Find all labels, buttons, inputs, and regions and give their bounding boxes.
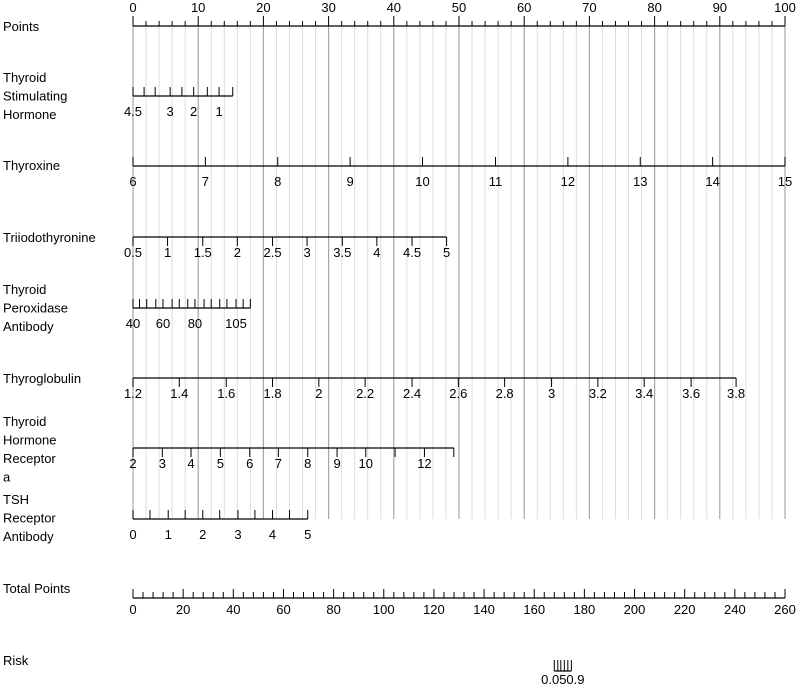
variable-label: Thyroid (3, 70, 47, 85)
variable-scale (3, 282, 250, 334)
variable-tick-label: 3 (158, 456, 166, 471)
variable-tick-label: 4.5 (403, 245, 422, 260)
total-points-tick-label: 100 (372, 602, 395, 617)
total-points-tick-label: 160 (523, 602, 546, 617)
variable-label: Hormone (3, 107, 57, 122)
total-points-tick-label: 40 (226, 602, 241, 617)
variable-tick-label: 0.5 (123, 245, 143, 260)
variable-tick-label: 2.4 (403, 386, 422, 401)
total-points-tick-label: 220 (673, 602, 696, 617)
variable-label: Thyroid (3, 282, 47, 297)
variable-tick-label: 1.4 (170, 386, 189, 401)
variable-tick-label: 4 (268, 527, 277, 542)
variable-label: Stimulating (3, 88, 68, 104)
variable-scale (3, 371, 745, 401)
variable-label: Hormone (3, 432, 57, 448)
variable-tick-label: 7 (274, 456, 283, 471)
variable-tick-label: 3 (303, 245, 311, 260)
variable-scale (3, 414, 454, 485)
variable-tick-label: 2 (129, 456, 137, 471)
points-axis-tick-label: 0 (129, 0, 137, 15)
variable-scale (3, 157, 792, 189)
variable-tick-label: 6 (129, 174, 137, 189)
variable-tick-label: 4 (187, 456, 195, 471)
variable-tick-label: 13 (633, 174, 648, 189)
variable-tick-label: 3 (166, 104, 174, 119)
variable-label: Thyroglobulin (3, 371, 82, 386)
variable-tick-label: 3 (234, 527, 242, 542)
variable-tick-label: 1 (164, 527, 172, 542)
total-points-axis (3, 581, 796, 617)
variable-label: Peroxidase (3, 300, 69, 316)
total-points-title: Total Points (3, 581, 71, 596)
variable-tick-label: 3.5 (333, 245, 352, 260)
variable-tick-label: 2.2 (356, 386, 375, 401)
variable-tick-label: 60 (155, 316, 171, 331)
variable-tick-label: 2 (233, 245, 241, 260)
risk-axis (3, 653, 585, 687)
variable-label: TSH (3, 492, 29, 507)
variable-tick-label: 3 (547, 386, 556, 401)
variable-tick-label: 2 (315, 386, 323, 401)
variable-label: Antibody (3, 529, 54, 544)
variable-tick-label: 5 (442, 245, 451, 260)
variable-tick-label: 2.8 (495, 386, 514, 401)
variable-tick-label: 1.5 (193, 245, 212, 260)
points-axis-tick-label: 10 (190, 0, 206, 15)
points-axis (3, 0, 796, 34)
total-points-tick-label: 20 (175, 602, 191, 617)
variable-scale (3, 492, 311, 544)
variable-tick-label: 2 (190, 104, 198, 119)
variable-tick-label: 105 (225, 316, 247, 331)
variable-scale (3, 230, 450, 260)
variable-tick-label: 1.6 (217, 386, 236, 401)
points-axis-tick-label: 100 (774, 0, 796, 15)
variable-tick-label: 1 (215, 104, 223, 119)
variable-tick-label: 1 (163, 245, 172, 260)
variable-tick-label: 7 (201, 174, 209, 189)
total-points-tick-label: 140 (473, 602, 495, 617)
variable-tick-label: 5 (216, 456, 224, 471)
points-axis-tick-label: 60 (516, 0, 532, 15)
variable-label: Receptor (3, 451, 56, 466)
variable-tick-label: 3.2 (588, 386, 607, 401)
variable-tick-label: 9 (333, 456, 341, 471)
total-points-tick-label: 60 (276, 602, 291, 617)
variable-label: a (3, 469, 11, 485)
total-points-tick-label: 0 (129, 602, 137, 617)
risk-title: Risk (3, 653, 29, 668)
variable-tick-label: 1.2 (123, 386, 143, 401)
variable-tick-label: 10 (358, 456, 373, 471)
variable-tick-label: 9 (346, 174, 354, 189)
variable-tick-label: 40 (125, 316, 141, 331)
variable-tick-label: 8 (304, 456, 312, 471)
variable-tick-label: 3.8 (727, 386, 746, 401)
total-points-tick-label: 180 (573, 602, 596, 617)
total-points-tick-label: 240 (723, 602, 746, 617)
variable-label: Antibody (3, 319, 54, 334)
variable-tick-label: 1.8 (263, 386, 282, 401)
total-points-tick-label: 80 (326, 602, 341, 617)
variable-label: Thyroxine (3, 158, 61, 173)
variable-label: Thyroid (3, 414, 47, 429)
variable-tick-label: 2 (199, 527, 207, 542)
total-points-tick-label: 260 (774, 602, 796, 617)
variable-tick-label: 12 (417, 456, 432, 471)
points-axis-title: Points (3, 19, 40, 34)
grid-lines (133, 26, 785, 519)
variable-tick-label: 10 (415, 174, 430, 189)
variable-tick-label: 2.6 (449, 386, 468, 401)
points-axis-tick-label: 40 (386, 0, 402, 15)
variable-tick-label: 3.6 (682, 386, 701, 401)
risk-tick-labels: 0.050.9 (541, 672, 585, 687)
variable-tick-label: 15 (777, 174, 793, 189)
variable-tick-label: 4.5 (123, 104, 143, 119)
points-axis-tick-label: 20 (256, 0, 271, 15)
points-axis-tick-label: 90 (712, 0, 728, 15)
variable-tick-label: 0 (129, 527, 137, 542)
variable-tick-label: 8 (274, 174, 282, 189)
variable-label: Triiodothyronine (3, 230, 96, 245)
variable-tick-label: 3.4 (635, 386, 654, 401)
points-axis-tick-label: 50 (451, 0, 467, 15)
points-axis-tick-label: 30 (321, 0, 336, 15)
variable-tick-label: 6 (246, 456, 254, 471)
variable-tick-label: 5 (304, 527, 312, 542)
total-points-tick-label: 120 (423, 602, 445, 617)
variable-tick-label: 4 (373, 245, 381, 260)
points-axis-tick-label: 70 (582, 0, 597, 15)
total-points-tick-label: 200 (623, 602, 646, 617)
variable-tick-label: 11 (488, 174, 503, 189)
variable-tick-label: 2.5 (263, 245, 282, 260)
variable-tick-label: 12 (560, 174, 576, 189)
variable-tick-label: 80 (187, 316, 203, 331)
points-axis-tick-label: 80 (647, 0, 662, 15)
variable-label: Receptor (3, 510, 56, 526)
variable-tick-label: 14 (705, 174, 720, 189)
